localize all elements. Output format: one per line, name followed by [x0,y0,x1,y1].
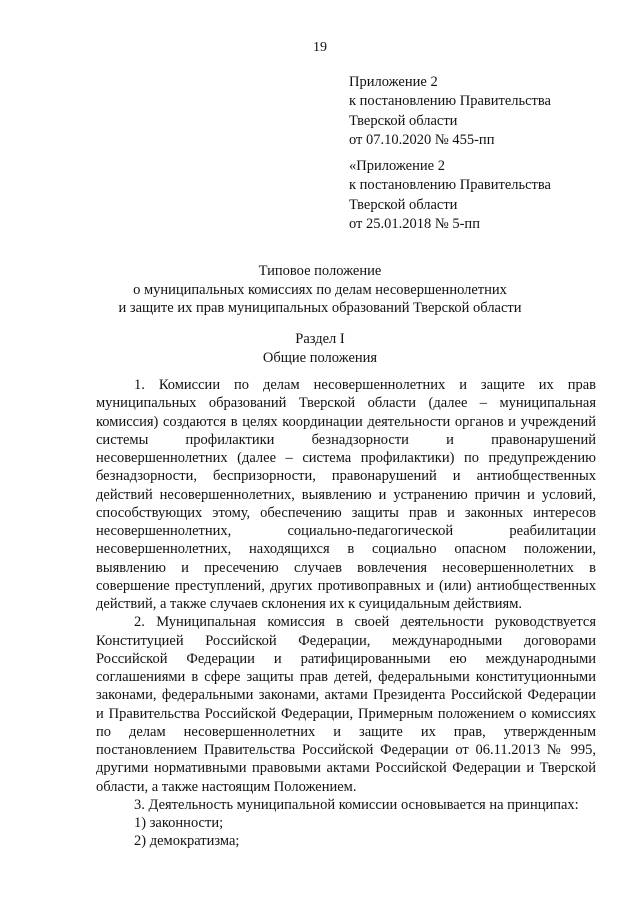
list-item: 2) демократизма; [134,833,240,850]
title-line: и защите их прав муниципальных образований Тверской области [118,300,522,316]
section-heading [0,330,640,368]
list-item: 1) законности; [134,815,224,831]
appendix-line: Тверской области [349,112,458,129]
title-line: о муниципальных комиссиях по делам несовершеннолетних [133,281,507,298]
appendix-line: Тверской области [349,196,458,213]
body-text [96,376,596,851]
paragraph-1: 1. Комиссии по делам несовершеннолетних и защите их прав муниципальных образований Тверской области (далее – муниципальная комиссия) создаются в целях координации деятельности органов и учреждений системы профилактики безнадзорности и правонарушений несовершеннолетних (далее – система профилактики) по предупреждению безнадзорности, беспризорности, правонарушений и антиобщественных действий несовершеннолетних, выявлению и устранению причин и условий, способствующих этому, обеспечению защиты прав и законных интересов несовершеннолетних, социально-педагогической реабилитации несовершеннолетних, находящихся в социально опасном положении, выявлению и пресечению случаев вовлечения несовершеннолетних в совершение преступлений, других противоправных и (или) антиобщественных действий, а также случаев склонения их к суицидальным действиям. [96,377,596,612]
appendix-line: Приложение 2 [349,74,438,90]
paragraph-3: 3. Деятельность муниципальной комиссии основывается на принципах: [134,796,579,813]
appendix-line: от 25.01.2018 № 5-пп [349,215,480,232]
section-name: Общие положения [262,350,378,366]
title-line: Типовое положение [258,263,382,279]
appendix-header-current [349,73,551,150]
appendix-line: к постановлению Правительства [349,93,551,110]
appendix-line: «Приложение 2 [349,158,445,174]
appendix-line: от 07.10.2020 № 455-пп [349,131,495,148]
page-number: 19 [313,40,327,55]
document-title [0,262,640,318]
section-number: Раздел I [295,331,345,347]
appendix-header-previous [349,157,551,234]
paragraph-2: 2. Муниципальная комиссия в своей деятельности руководствуется Конституцией Российской Федерации, международными договорами Российской Федерации и ратифицированными ею международными соглашениями в сфере защиты прав детей, федеральными конституционными законами, федеральными законами, актами Президента Российской Федерации и Правительства Российской Федерации, Примерным положением о комиссиях по делам несовершеннолетних и защите их прав, утвержденным постановлением Правительства Российской Федерации от 06.11.2013 № 995, другими нормативными правовыми актами Российской Федерации и Тверской области, а также настоящим Положением. [96,614,596,795]
appendix-line: к постановлению Правительства [349,177,551,194]
